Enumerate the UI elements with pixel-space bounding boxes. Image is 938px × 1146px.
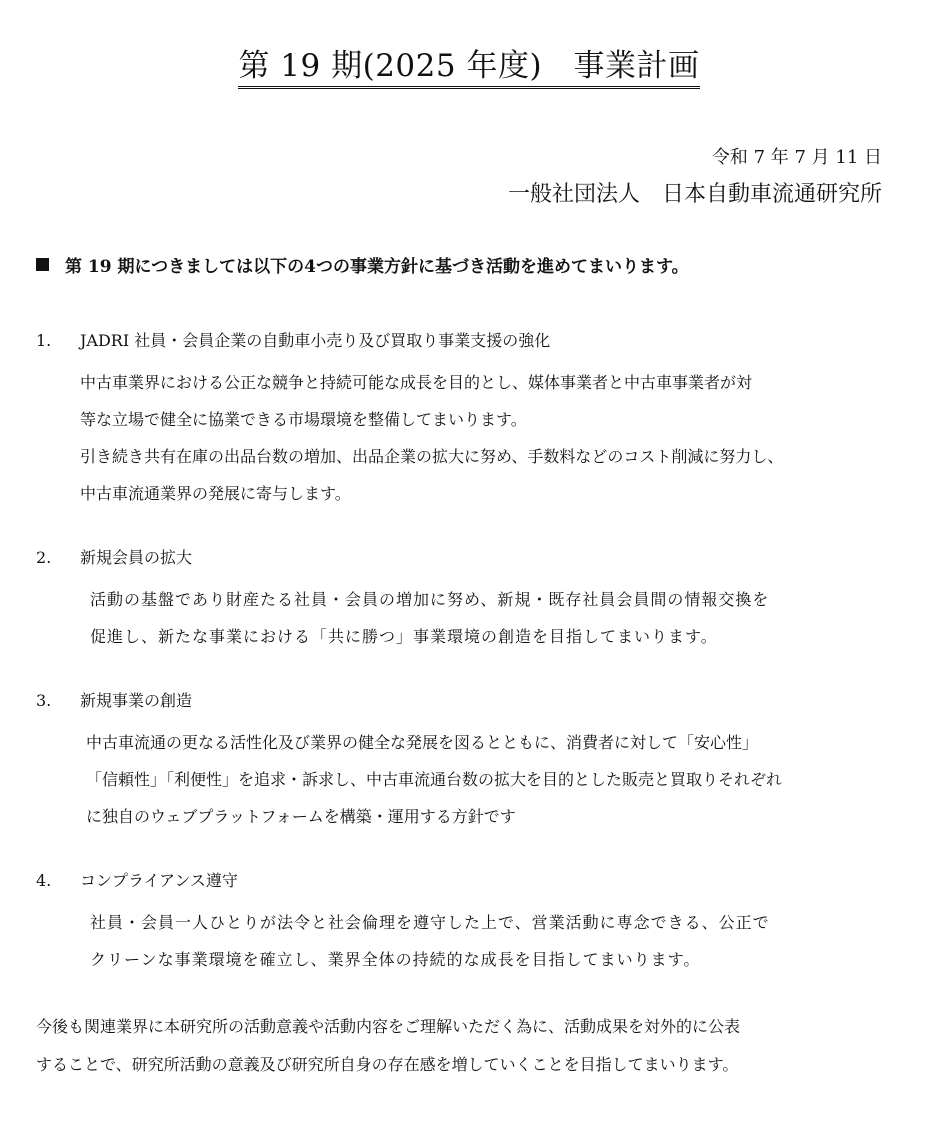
document-title-text: 第 19 期(2025 年度) 事業計画	[238, 48, 699, 89]
black-square-icon	[36, 258, 49, 271]
item-number: 3.	[36, 691, 52, 710]
item-number: 4.	[36, 871, 52, 890]
item-body	[90, 904, 770, 978]
item-heading: 新規会員の拡大	[80, 548, 193, 567]
item-line: に独自のウェブプラットフォームを構築・運用する方針です	[86, 807, 516, 826]
policy-intro-text: 第 19 期につきましては以下の4つの事業方針に基づき活動を進めてまいります。	[65, 257, 689, 277]
item-line: クリーンな事業環境を確立し、業界全体の持続的な成長を目指してまいります。	[90, 950, 701, 969]
item-number: 1.	[36, 331, 52, 350]
item-heading: コンプライアンス遵守	[80, 871, 238, 890]
item-heading: JADRI 社員・会員企業の自動車小売り及び買取り事業支援の強化	[80, 331, 551, 350]
item-body	[90, 581, 769, 655]
item-line: 「信頼性」「利便性」を追求・訴求し、中古車流通台数の拡大を目的とした販売と買取りそれぞれ	[86, 770, 783, 789]
item-number: 2.	[36, 548, 52, 567]
closing-paragraph	[36, 1008, 740, 1084]
item-line: 等な立場で健全に協業できる市場環境を整備してまいります。	[80, 410, 527, 429]
closing-line: 今後も関連業界に本研究所の活動意義や活動内容をご理解いただく為に、活動成果を対外的に公表	[36, 1017, 741, 1036]
item-heading: 新規事業の創造	[80, 691, 193, 710]
item-line: 中古車流通の更なる活性化及び業界の健全な発展を図るとともに、消費者に対して「安心性」	[86, 733, 759, 752]
item-line: 引き続き共有在庫の出品台数の増加、出品企業の拡大に努め、手数料などのコスト削減に努力し、	[80, 447, 784, 466]
document-title	[0, 46, 938, 86]
item-line: 促進し、新たな事業における「共に勝つ」事業環境の創造を目指してまいります。	[90, 627, 718, 646]
item-body	[86, 724, 782, 835]
closing-line: することで、研究所活動の意義及び研究所自身の存在感を増していくことを目指してまいります。	[36, 1055, 739, 1074]
organization-name: 一般社団法人 日本自動車流通研究所	[507, 182, 882, 207]
document-date: 令和 7 年 7 月 11 日	[711, 147, 882, 168]
item-body	[80, 364, 783, 512]
item-line: 社員・会員一人ひとりが法令と社会倫理を遵守した上で、営業活動に専念できる、公正で	[90, 913, 770, 932]
item-line: 中古車業界における公正な競争と持続可能な成長を目的とし、媒体事業者と中古車事業者が対	[80, 373, 753, 392]
policy-intro	[36, 254, 689, 280]
item-line: 中古車流通業界の発展に寄与します。	[80, 484, 351, 503]
item-line: 活動の基盤であり財産たる社員・会員の増加に努め、新規・既存社員会員間の情報交換を	[90, 590, 770, 609]
